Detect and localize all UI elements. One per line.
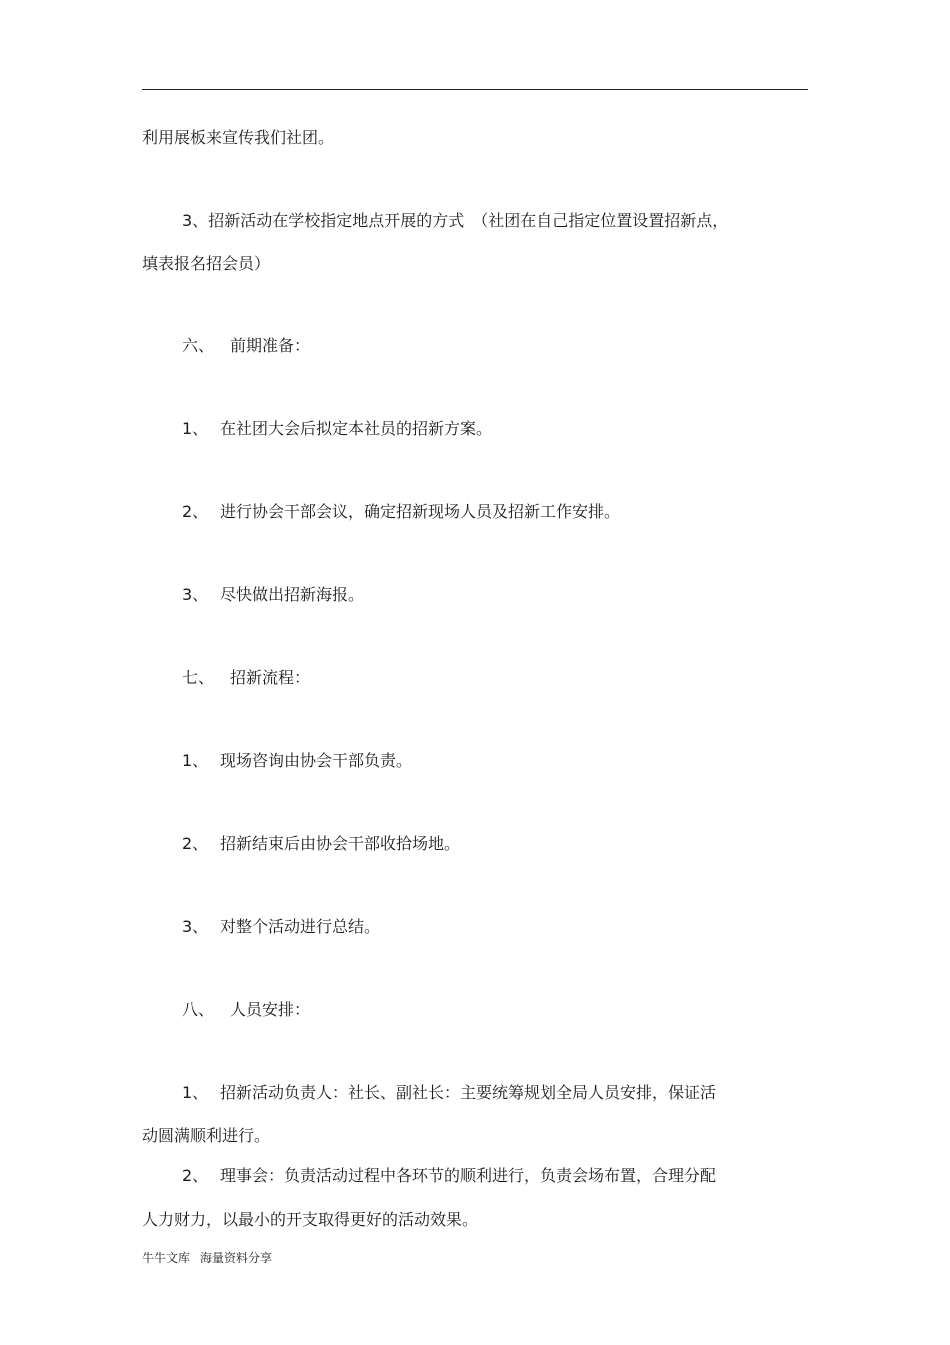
item-number: 2、 (182, 502, 209, 521)
section-title: 前期准备： (230, 336, 311, 355)
item-number: 1、 (182, 1083, 209, 1102)
item-text: 招新活动在学校指定地点开展的方式 （社团在自己指定位置设置招新点， (208, 211, 729, 230)
list-item (182, 834, 460, 854)
item-number: 3、 (182, 211, 209, 230)
item-number: 3、 (182, 917, 209, 936)
item-number: 2、 (182, 834, 209, 853)
section-heading-6 (182, 336, 310, 356)
list-item (182, 211, 728, 231)
paragraph-line: 人力财力，以最小的开支取得更好的活动效果。 (142, 1210, 479, 1229)
paragraph-line: 利用展板来宣传我们社团。 (142, 128, 335, 147)
item-text: 对整个活动进行总结。 (220, 917, 381, 936)
list-item (182, 1083, 716, 1103)
item-number: 1、 (182, 419, 209, 438)
list-item (182, 419, 492, 439)
section-title: 人员安排： (230, 1000, 311, 1019)
item-text: 在社团大会后拟定本社员的招新方案。 (220, 419, 493, 438)
page-footer (142, 1250, 272, 1266)
item-text: 尽快做出招新海报。 (220, 585, 365, 604)
section-number: 八、 (182, 1000, 215, 1019)
item-number: 1、 (182, 751, 209, 770)
list-item (182, 502, 620, 522)
section-title: 招新流程： (230, 668, 311, 687)
paragraph-line: 动圆满顺利进行。 (142, 1126, 271, 1145)
list-item (182, 917, 380, 937)
item-text: 理事会：负责活动过程中各环节的顺利进行，负责会场布置，合理分配 (220, 1166, 717, 1185)
item-number: 2、 (182, 1166, 209, 1185)
paragraph-line: 填表报名招会员） (142, 254, 271, 273)
list-item (182, 751, 412, 771)
item-text: 进行协会干部会议，确定招新现场人员及招新工作安排。 (220, 502, 621, 521)
section-number: 六、 (182, 336, 215, 355)
item-text: 招新结束后由协会干部收拾场地。 (220, 834, 461, 853)
item-number: 3、 (182, 585, 209, 604)
section-number: 七、 (182, 668, 215, 687)
list-item (182, 1166, 716, 1186)
footer-tagline: 海量资料分享 (200, 1251, 273, 1265)
item-text: 招新活动负责人：社长、副社长：主要统筹规划全局人员安排，保证活 (220, 1083, 717, 1102)
footer-brand: 牛牛文库 (142, 1251, 191, 1265)
header-rule (142, 89, 808, 90)
item-text: 现场咨询由协会干部负责。 (220, 751, 413, 770)
list-item (182, 585, 364, 605)
section-heading-8 (182, 1000, 310, 1020)
section-heading-7 (182, 668, 310, 688)
